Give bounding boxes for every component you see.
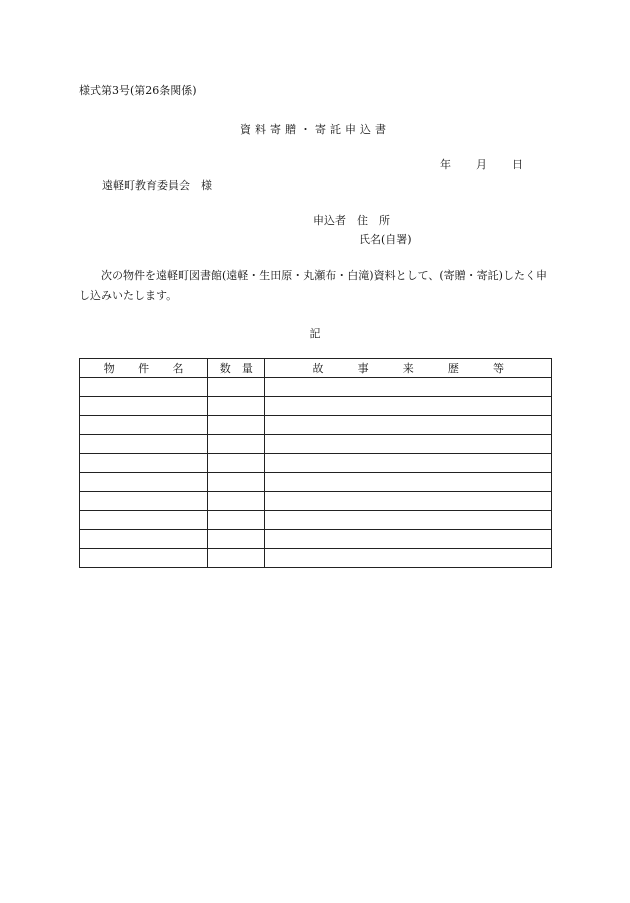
table-header-row <box>80 359 552 378</box>
form-title: 資料寄贈・寄託申込書 <box>240 123 390 136</box>
items-table <box>79 358 552 568</box>
cell-quantity[interactable] <box>208 530 265 549</box>
date-line <box>440 156 523 172</box>
header-item-name: 物 件 名 <box>80 359 208 378</box>
date-year: 年 <box>440 158 451 171</box>
cell-quantity[interactable] <box>208 473 265 492</box>
cell-history[interactable] <box>265 416 552 435</box>
cell-quantity[interactable] <box>208 435 265 454</box>
cell-item-name[interactable] <box>80 435 208 454</box>
cell-history[interactable] <box>265 549 552 568</box>
cell-history[interactable] <box>265 511 552 530</box>
cell-item-name[interactable] <box>80 473 208 492</box>
header-quantity: 数 量 <box>208 359 265 378</box>
header-history: 故 事 来 歴 等 <box>265 359 552 378</box>
table-body <box>80 378 552 568</box>
cell-quantity[interactable] <box>208 549 265 568</box>
cell-history[interactable] <box>265 397 552 416</box>
cell-quantity[interactable] <box>208 378 265 397</box>
cell-history[interactable] <box>265 454 552 473</box>
form-number: 様式第3号(第26条関係) <box>79 84 197 97</box>
table-row <box>80 492 552 511</box>
table-row <box>80 549 552 568</box>
cell-item-name[interactable] <box>80 378 208 397</box>
addressee: 遠軽町教育委員会 様 <box>102 179 212 192</box>
cell-item-name[interactable] <box>80 416 208 435</box>
cell-history[interactable] <box>265 473 552 492</box>
table-row <box>80 454 552 473</box>
ki-heading: 記 <box>309 327 321 340</box>
applicant-name-label: 氏名(自署) <box>359 233 412 246</box>
cell-quantity[interactable] <box>208 416 265 435</box>
table-row <box>80 473 552 492</box>
table-row <box>80 378 552 397</box>
cell-item-name[interactable] <box>80 511 208 530</box>
date-day: 日 <box>512 158 523 171</box>
cell-quantity[interactable] <box>208 454 265 473</box>
cell-history[interactable] <box>265 435 552 454</box>
cell-item-name[interactable] <box>80 549 208 568</box>
table-row <box>80 416 552 435</box>
cell-item-name[interactable] <box>80 530 208 549</box>
applicant-address-label: 申込者 住 所 <box>313 214 390 227</box>
cell-history[interactable] <box>265 492 552 511</box>
cell-item-name[interactable] <box>80 454 208 473</box>
body-text: 次の物件を遠軽町図書館(遠軽・生田原・丸瀬布・白滝)資料として、(寄贈・寄託)したく申し込みいたします。 <box>79 269 547 302</box>
table-row <box>80 511 552 530</box>
date-month: 月 <box>476 158 487 171</box>
cell-item-name[interactable] <box>80 492 208 511</box>
cell-quantity[interactable] <box>208 397 265 416</box>
table-row <box>80 530 552 549</box>
table-row <box>80 435 552 454</box>
cell-quantity[interactable] <box>208 492 265 511</box>
cell-history[interactable] <box>265 530 552 549</box>
cell-item-name[interactable] <box>80 397 208 416</box>
cell-history[interactable] <box>265 378 552 397</box>
cell-quantity[interactable] <box>208 511 265 530</box>
table-row <box>80 397 552 416</box>
